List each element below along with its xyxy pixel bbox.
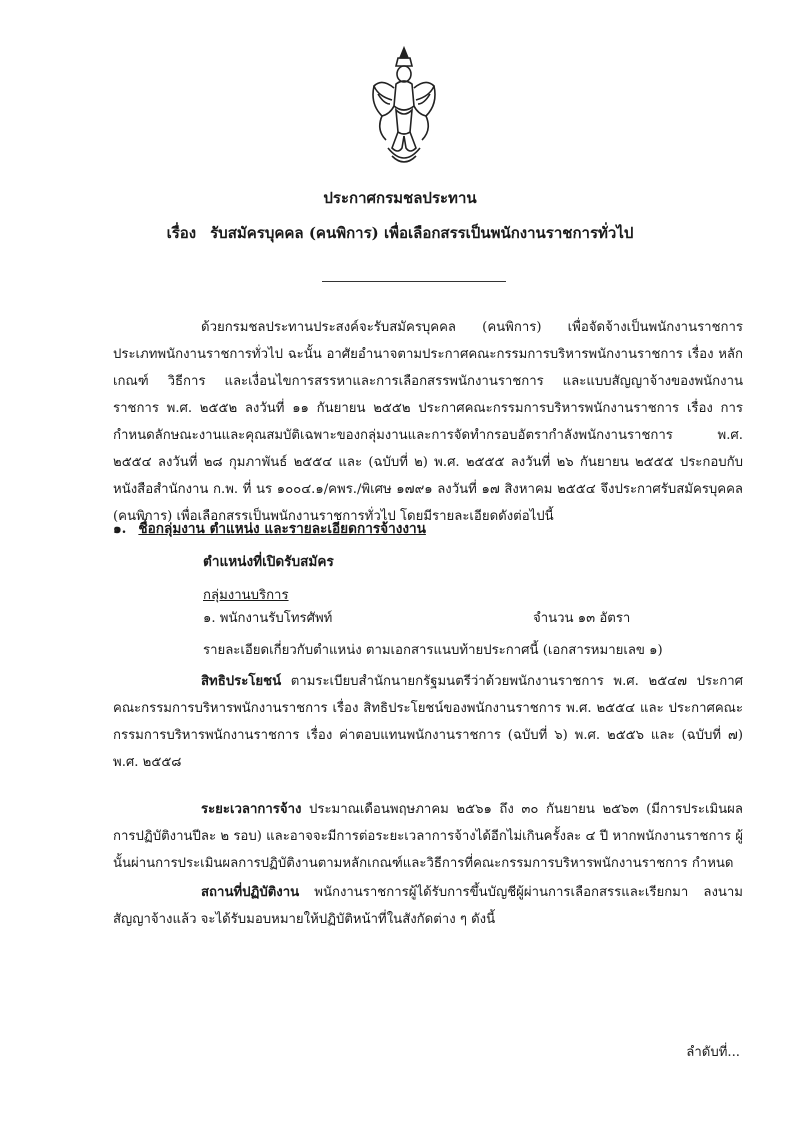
benefits-text: ตามระเบียบสำนักนายกรัฐมนตรีว่าด้วยพนักงานราชการ พ.ศ. ๒๕๔๗ ประกาศคณะกรรมการบริหารพนักงานราชการ เรื่อง สิทธิประโยชน์ของพนักงานราชการ พ.ศ. ๒๕๕๔ และ ประกาศคณะกรรมการบริหารพนักงานราชการ เรื่อง ค่าตอบแทนพนักงานราชการ (ฉบับที่ ๖) พ.ศ. ๒๕๕๖ และ (ฉบับที่ ๗) พ.ศ. ๒๕๕๘ xyxy=(113,674,743,770)
position-name: ๑. พนักงานรับโทรศัพท์ xyxy=(203,611,333,626)
position-row xyxy=(203,605,663,632)
section-1-number: ๑. xyxy=(113,521,127,537)
open-positions-label: ตำแหน่งที่เปิดรับสมัคร xyxy=(203,554,334,570)
benefits-paragraph xyxy=(113,668,743,776)
workplace-text: พนักงานราชการผู้ได้รับการขึ้นบัญชีผู้ผ่านการเลือกสรรและเรียกมา ลงนามสัญญาจ้างแล้ว จะได้รับมอบหมายให้ปฏิบัติหน้าที่ในสังกัดต่าง ๆ ดังนี้ xyxy=(113,885,743,927)
subject-label: เรื่อง xyxy=(166,224,197,242)
intro-text: ด้วยกรมชลประทานประสงค์จะรับสมัครบุคคล (คนพิการ) เพื่อจัดจ้างเป็นพนักงานราชการ ประเภทพนักงานราชการทั่วไป ฉะนั้น อาศัยอำนาจตามประกาศคณะกรรมการบริหารพนักงานราชการ เรื่อง หลักเกณฑ์ วิธีการ และเงื่อนไขการสรรหาและการเลือกสรรพนักงานราชการ และแบบสัญญาจ้างของพนักงานราชการ พ.ศ. ๒๕๕๒ ลงวันที่ ๑๑ กันยายน ๒๕๕๒ ประกาศคณะกรรมการบริหารพนักงานราชการ เรื่อง การกำหนดลักษณะงานและคุณสมบัติเฉพาะของกลุ่มงานและการจัดทำกรอบอัตรากำลังพนักงานราชการ พ.ศ. ๒๕๕๔ ลงวันที่ ๒๘ กุมภาพันธ์ ๒๕๕๔ และ (ฉบับที่ ๒) พ.ศ. ๒๕๕๕ ลงวันที่ ๒๖ กันยายน ๒๕๕๕ ประกอบกับหนังสือสำนักงาน ก.พ. ที่ นร ๑๐๐๔.๑/คพร./พิเศษ ๑๗๙๑ ลงวันที่ ๑๗ สิงหาคม ๒๕๕๔ จึงประกาศรับสมัครบุคคล (คนพิการ) เพื่อเลือกสรรเป็นพนักงานราชการทั่วไป โดยมีรายละเอียดดังต่อไปนี้ xyxy=(113,320,743,524)
agency-title: ประกาศกรมชลประทาน xyxy=(323,189,477,207)
job-group-name: กลุ่มงานบริการ xyxy=(203,588,289,603)
garuda-emblem-icon xyxy=(368,44,440,172)
intro-paragraph xyxy=(113,314,743,530)
section-1-heading xyxy=(113,516,743,543)
continued-marker: ลำดับที่... xyxy=(686,1045,740,1060)
subject-text: รับสมัครบุคคล (คนพิการ) เพื่อเลือกสรรเป็นพนักงานราชการทั่วไป xyxy=(210,224,634,242)
position-detail-note: รายละเอียดเกี่ยวกับตำแหน่ง ตามเอกสารแนบท้ายประกาศนี้ (เอกสารหมายเลข ๑) xyxy=(203,643,663,658)
period-label: ระยะเวลาการจ้าง xyxy=(201,802,302,817)
section-1-title: ชื่อกลุ่มงาน ตำแหน่ง และรายละเอียดการจ้างงาน xyxy=(138,521,426,537)
position-quantity: จำนวน ๑๓ อัตรา xyxy=(533,611,631,626)
workplace-paragraph xyxy=(113,879,743,933)
subject-line xyxy=(0,221,800,245)
workplace-label: สถานที่ปฏิบัติงาน xyxy=(201,885,300,900)
employment-period-paragraph xyxy=(113,796,743,877)
benefits-label: สิทธิประโยชน์ xyxy=(201,674,282,689)
period-text: ประมาณเดือนพฤษภาคม ๒๕๖๑ ถึง ๓๐ กันยายน ๒๕๖๓ (มีการประเมินผล การปฏิบัติงานปีละ ๒ รอบ) และอาจจะมีการต่อระยะเวลาการจ้างได้อีกไม่เกินครั้งละ ๔ ปี หากพนักงานราชการ ผู้นั้นผ่านการประเมินผลการปฏิบัติงานตามหลักเกณฑ์และวิธีการที่คณะกรรมการบริหารพนักงานราชการ กำหนด xyxy=(113,802,743,871)
title-divider xyxy=(322,281,506,282)
